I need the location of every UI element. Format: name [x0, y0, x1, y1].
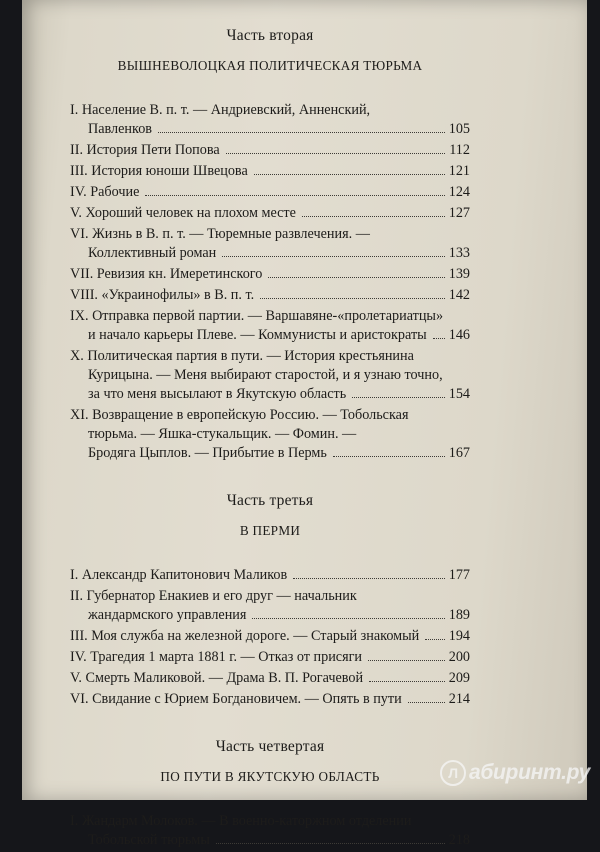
page-number: 139 — [448, 266, 470, 282]
toc-entry-text: IV. Рабочие — [70, 184, 140, 200]
toc-entry-line — [70, 326, 470, 345]
toc-entry — [70, 627, 470, 646]
toc-entry — [70, 648, 470, 667]
toc-entry-text: тюрьма. — Яшка-стукальщик. — Фомин. — — [88, 426, 357, 442]
toc-entry-line — [70, 566, 470, 585]
toc-entry — [70, 587, 470, 625]
toc-entry-line — [70, 265, 470, 284]
toc-entry — [70, 669, 470, 688]
toc-entry — [70, 162, 470, 181]
toc-entry — [70, 566, 470, 585]
toc-entry-line — [70, 690, 470, 709]
toc-entry-line — [70, 366, 470, 385]
toc-entry-line — [70, 225, 470, 244]
toc-entry-line — [70, 606, 470, 625]
page-number: 127 — [448, 205, 470, 221]
dot-leader — [352, 397, 445, 398]
toc-entry-line — [70, 162, 470, 181]
dot-leader — [226, 153, 445, 154]
page-number: 124 — [448, 184, 470, 200]
dot-leader — [268, 277, 445, 278]
toc-entry — [70, 101, 470, 139]
toc-entry-text: II. История Пети Попова — [70, 142, 220, 158]
toc-entry-text: I. Население В. п. т. — Андриевский, Анненский, — [70, 102, 371, 118]
page-number: 133 — [448, 245, 470, 261]
toc-entry-text: VI. Жизнь в В. п. т. — Тюремные развлечения. — — [70, 226, 370, 242]
page-number: 121 — [448, 163, 470, 179]
section-title: В ПЕРМИ — [239, 523, 301, 538]
toc-entry-text: V. Смерть Маликовой. — Драма В. П. Рогачевой — [70, 670, 364, 686]
dot-leader — [216, 843, 445, 844]
toc-entry-line — [70, 244, 470, 263]
toc-entry — [70, 812, 470, 850]
toc-entry-text: VIII. «Украинофилы» в В. п. т. — [70, 287, 255, 303]
toc-entry — [70, 141, 470, 160]
toc-entry-line — [70, 183, 470, 202]
toc-entry-text: VI. Свидание с Юрием Богдановичем. — Опять в пути — [70, 691, 402, 707]
toc-entry-text: IV. Трагедия 1 марта 1881 г. — Отказ от присяги — [70, 649, 363, 665]
page-number: 146 — [448, 327, 470, 343]
dot-leader — [252, 618, 445, 619]
toc-entry-text: IX. Отправка первой партии. — Варшавяне-«пролетариатцы» — [70, 308, 444, 324]
toc-entry-line — [70, 347, 470, 366]
watermark-text: абиринт.ру — [468, 761, 590, 784]
toc-entry — [70, 307, 470, 345]
part-title: Часть третья — [226, 492, 314, 509]
toc-entry-text: Тобольской тюрьмы — [88, 832, 210, 848]
toc-entry-line — [70, 406, 470, 425]
dot-leader — [425, 639, 445, 640]
dot-leader — [254, 174, 445, 175]
watermark — [440, 760, 590, 786]
dot-leader — [293, 578, 445, 579]
toc-entry-line — [70, 648, 470, 667]
labirint-logo-icon: Л — [440, 760, 466, 786]
toc-entry-line — [70, 385, 470, 404]
section-title: ПО ПУТИ В ЯКУТСКУЮ ОБЛАСТЬ — [160, 769, 380, 784]
toc-entry-text: III. Моя служба на железной дороге. — Старый знакомый — [70, 628, 420, 644]
toc-entry-text: Коллективный роман — [88, 245, 217, 261]
page-number: 112 — [449, 142, 470, 158]
page-number: 209 — [448, 670, 470, 686]
toc-entry-text: и начало карьеры Плеве. — Коммунисты и аристократы — [88, 327, 427, 343]
toc-entry — [70, 183, 470, 202]
toc-entry-line — [70, 307, 470, 326]
toc-entry — [70, 225, 470, 263]
part-spacer — [70, 711, 470, 737]
toc-entry-line — [70, 141, 470, 160]
toc-entry-text: VII. Ревизия кн. Имеретинского — [70, 266, 263, 282]
dot-leader — [222, 256, 445, 257]
page-number: 142 — [448, 287, 470, 303]
toc-entry-text: Курицына. — Меня выбирают старостой, и я узнаю точно, — [88, 367, 443, 383]
toc-entry-line — [70, 101, 470, 120]
toc-entry-line — [70, 669, 470, 688]
section-title: ВЫШНЕВОЛОЦКАЯ ПОЛИТИЧЕСКАЯ ТЮРЬМА — [117, 58, 423, 73]
part-title: Часть вторая — [226, 27, 314, 44]
page-number: 167 — [448, 445, 470, 461]
toc-entry-line — [70, 831, 470, 850]
page-number: 154 — [448, 386, 470, 402]
toc-entry-line — [70, 587, 470, 606]
page-number: 105 — [448, 121, 470, 137]
toc-entry — [70, 406, 470, 463]
dot-leader — [408, 702, 445, 703]
toc-entry-line — [70, 425, 470, 444]
dot-leader — [302, 216, 445, 217]
toc-entry-line — [70, 812, 470, 831]
toc-entry — [70, 690, 470, 709]
dot-leader — [145, 195, 445, 196]
toc-entry — [70, 204, 470, 223]
toc-entry-text: II. Губернатор Енакиев и его друг — начальник — [70, 588, 357, 604]
toc-entry — [70, 265, 470, 284]
toc-entry-text: I. Жандарм Молоков. — В военно-каторжном отделении — [70, 813, 412, 829]
toc-entry-text: Павленков — [88, 121, 152, 137]
page-number: 218 — [448, 832, 470, 848]
dot-leader — [369, 681, 445, 682]
toc-entry-text: III. История юноши Швецова — [70, 163, 248, 179]
toc-entry-line — [70, 120, 470, 139]
part-spacer — [70, 465, 470, 491]
dot-leader — [260, 298, 445, 299]
dot-leader — [433, 338, 445, 339]
dot-leader — [368, 660, 445, 661]
page-number: 194 — [448, 628, 470, 644]
toc-entry-text: X. Политическая партия в пути. — История крестьянина — [70, 348, 414, 364]
toc-entry-text: I. Александр Капитонович Маликов — [70, 567, 288, 583]
book-page — [22, 0, 587, 848]
page-number: 200 — [448, 649, 470, 665]
toc-entry-line — [70, 204, 470, 223]
toc-entry-text: жандармского управления — [88, 607, 247, 623]
toc-entry-text: за что меня высылают в Якутскую область — [88, 386, 347, 402]
page-number: 177 — [448, 567, 470, 583]
dot-leader — [333, 456, 445, 457]
toc-entry-line — [70, 627, 470, 646]
toc-entry-line — [70, 286, 470, 305]
toc-entry-text: V. Хороший человек на плохом месте — [70, 205, 296, 221]
toc-entry-text: XI. Возвращение в европейскую Россию. — Тобольская — [70, 407, 409, 423]
page-number: 214 — [448, 691, 470, 707]
toc-entry-text: Бродяга Цыплов. — Прибытие в Пермь — [88, 445, 327, 461]
toc-entry-line — [70, 444, 470, 463]
dot-leader — [158, 132, 445, 133]
page-number: 189 — [448, 607, 470, 623]
toc-entry — [70, 286, 470, 305]
toc-entry — [70, 347, 470, 404]
table-of-contents — [70, 26, 470, 852]
part-title: Часть четвертая — [215, 738, 325, 755]
